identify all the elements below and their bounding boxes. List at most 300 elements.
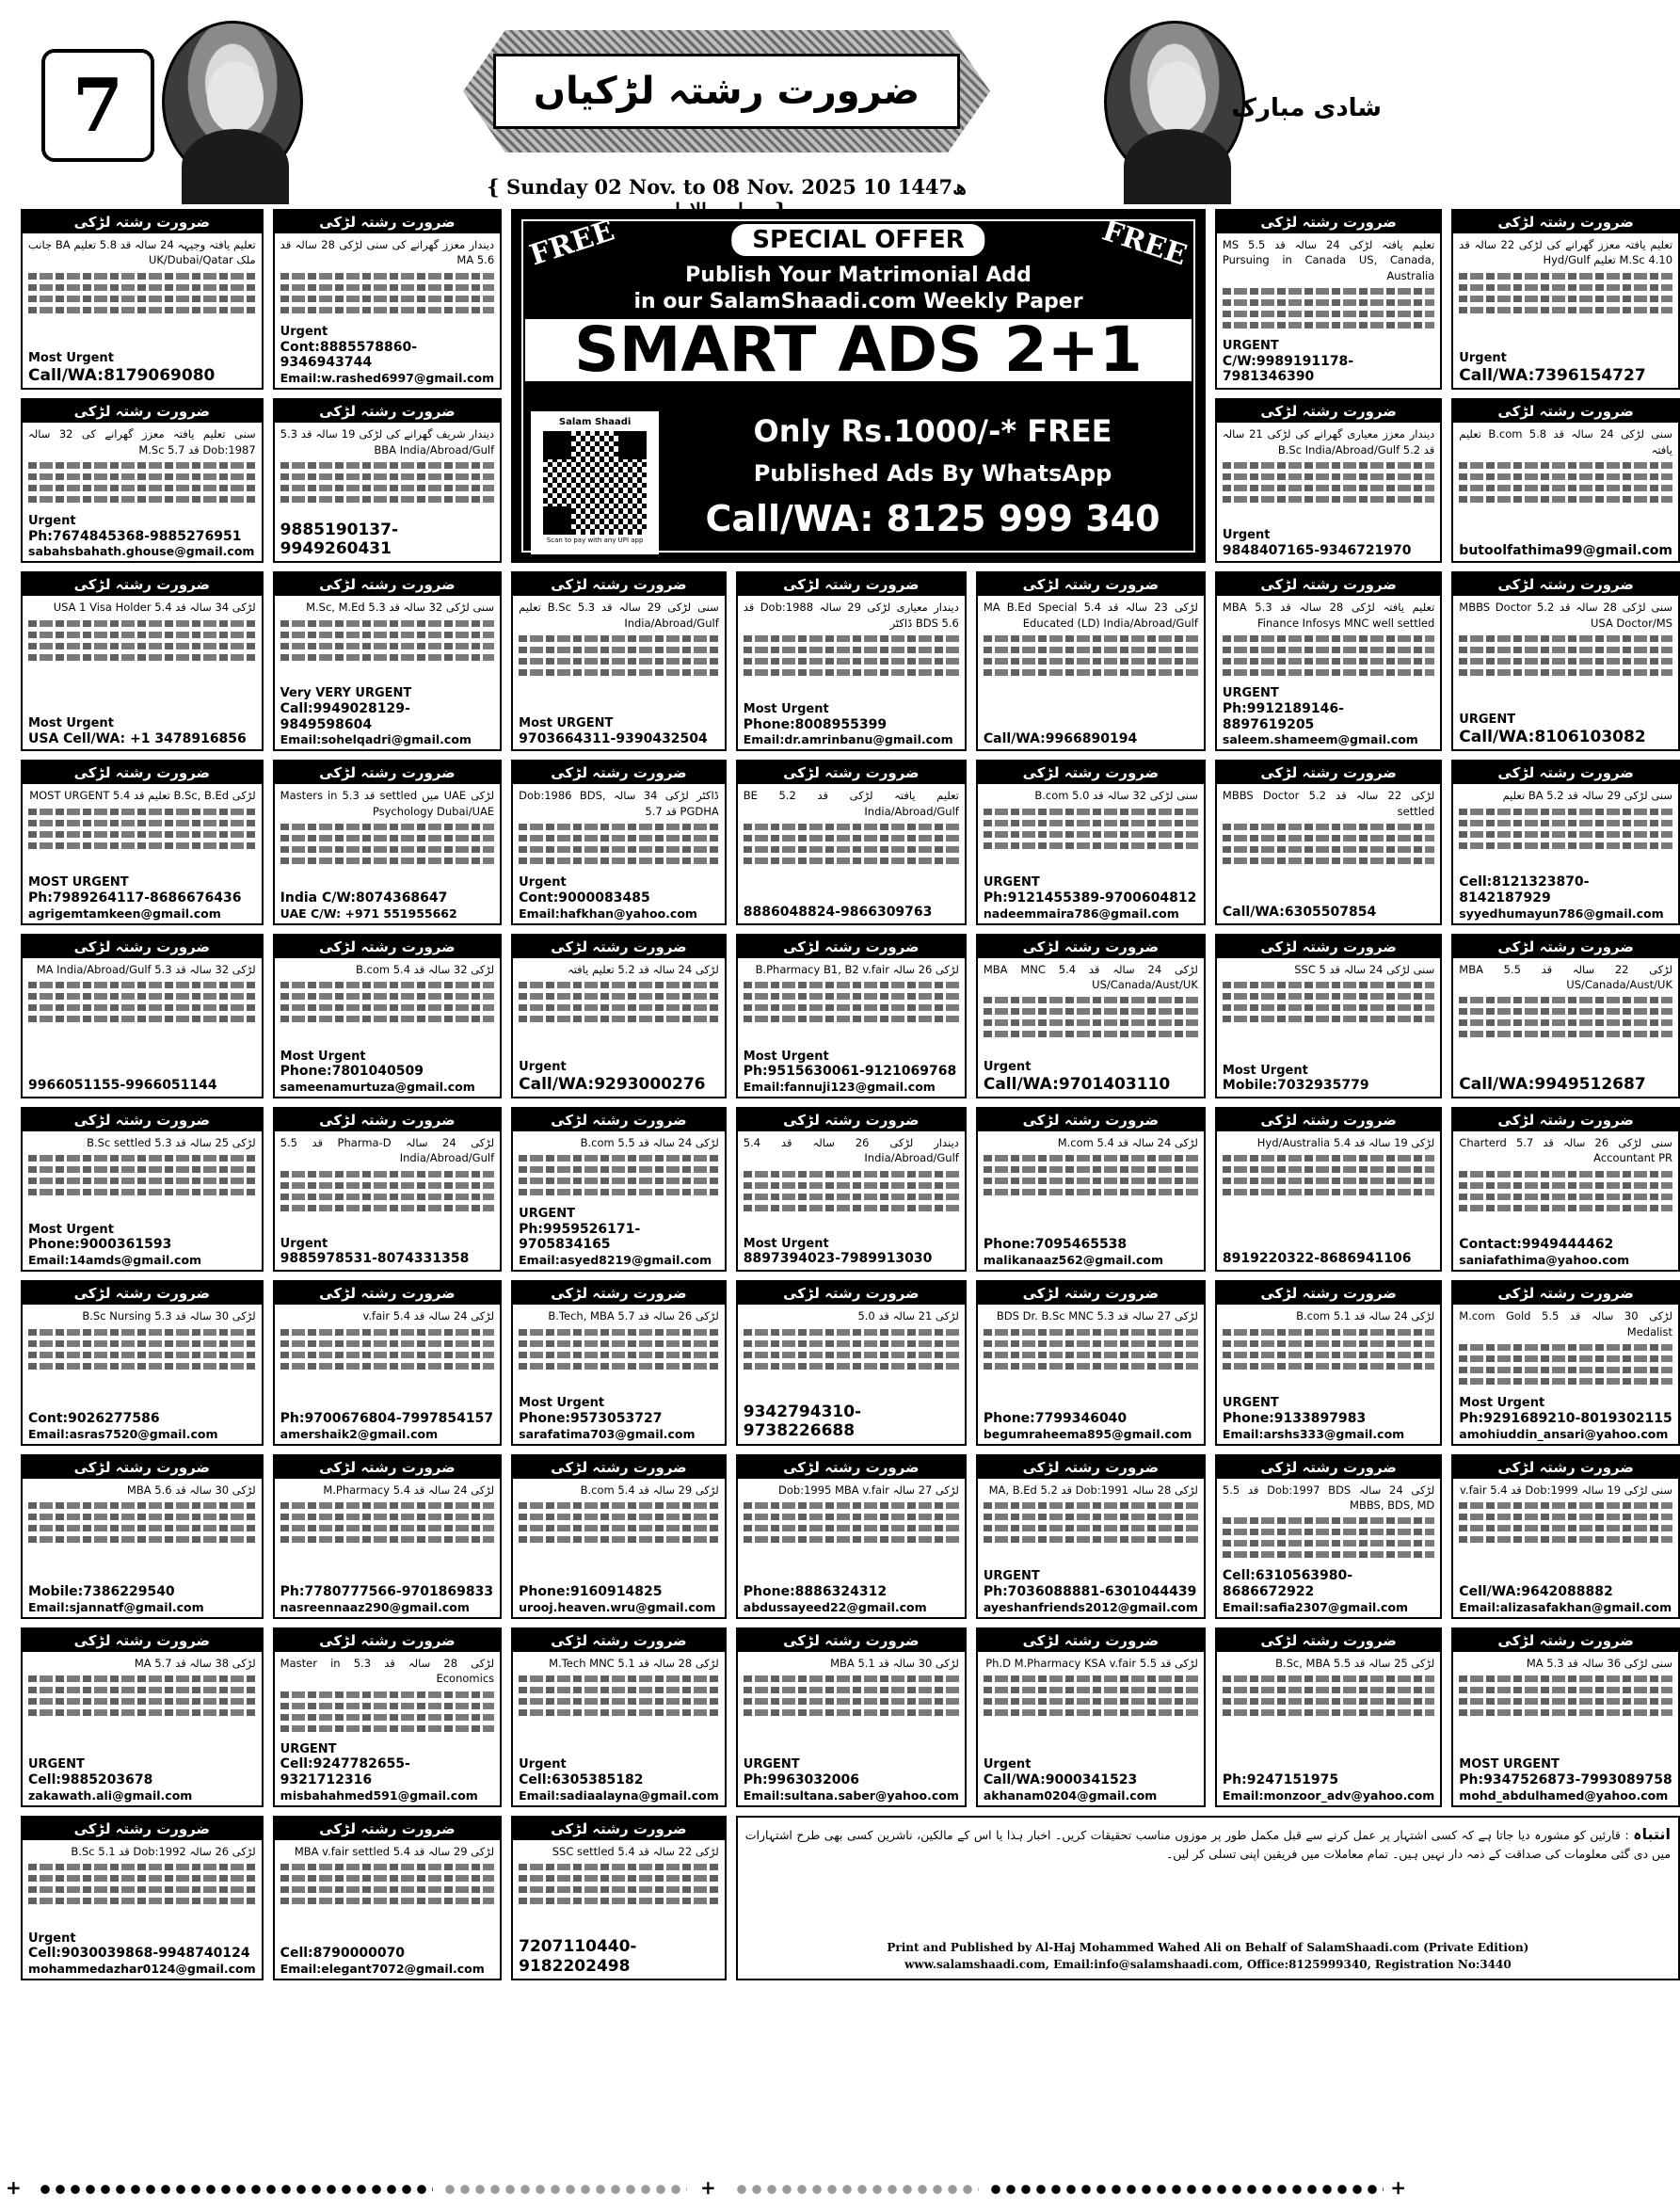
ad-heading: ضرورت رشتہ لڑکی [738, 761, 965, 784]
ad-contact[interactable]: Call/WA:6305507854 [1222, 904, 1377, 920]
ad-body [738, 784, 965, 903]
ad-contact[interactable]: 9342794310-9738226688 [743, 1402, 862, 1441]
ad-heading: ضرورت رشتہ لڑکی [1453, 761, 1678, 784]
ad-text-line [28, 1675, 256, 1682]
ad-email[interactable]: mohd_abdulhamed@yahoo.com [1459, 1787, 1669, 1803]
ad-text-line [28, 1178, 256, 1184]
ad-text-line [280, 835, 494, 842]
ad-contact[interactable]: Ph:9912189146-8897619205 [1222, 700, 1344, 732]
matrimonial-ad [511, 934, 727, 1098]
ad-text-line [280, 1525, 494, 1531]
ad-contact[interactable]: Call:9949028129-9849598604 [280, 700, 410, 732]
urgent-label: Most Urgent [743, 1236, 829, 1251]
ad-contact[interactable]: Cont:8885578860-9346943744 [280, 339, 418, 371]
ad-email[interactable]: Email:sultana.saber@yahoo.com [743, 1787, 959, 1803]
ad-footer [978, 1567, 1204, 1616]
ad-text-line [1459, 1182, 1672, 1189]
ad-text: سنی تعلیم یافتہ معزز گھرانے کی 32 سالہ Dob:1987 قد 5.7 M.Sc [28, 427, 256, 457]
date-line: { Sunday 02 Nov. to 08 Nov. 2025 ھ1447 10 [487, 175, 967, 199]
ad-text: لڑکی 26 سالہ قد 5.7 B.Tech, MBA [548, 1309, 719, 1323]
ad-contact[interactable]: 9885190137-9949260431 [280, 520, 399, 559]
groom-portrait [162, 21, 303, 183]
ad-contact[interactable]: 7207110440-9182202498 [519, 1937, 637, 1976]
notice-title: انتباہ [1633, 1824, 1671, 1843]
ad-contact[interactable]: Mobile:7032935779 [1222, 1078, 1369, 1094]
ad-text-line [1223, 647, 1434, 653]
ad-text-line [744, 846, 959, 853]
matrimonial-ad [1451, 1454, 1680, 1619]
ad-text-line [744, 1352, 959, 1358]
urgent-label: Most Urgent [743, 701, 829, 716]
ad-email[interactable]: Email:sjannatf@gmail.com [28, 1599, 204, 1614]
ad-text-line [28, 296, 256, 302]
ad-contact[interactable]: Phone:9573053727 [519, 1410, 663, 1426]
ad-contact[interactable]: Cont:9000083485 [519, 890, 650, 906]
print-publisher: Print and Published by Al-Haj Mohammed Wahed Ali on Behalf of SalamShaadi.com (Private Edition) [887, 1941, 1529, 1955]
ad-email[interactable]: Email:alizasafakhan@gmail.com [1459, 1599, 1672, 1614]
matrimonial-ad [1215, 1107, 1442, 1272]
ad-text-line [1223, 858, 1434, 864]
ad-text-line [1223, 669, 1434, 676]
ad-text-line [1223, 1352, 1434, 1358]
ad-text-line [1223, 1155, 1434, 1162]
ad-contact[interactable]: 9848407165-9346721970 [1222, 542, 1412, 558]
ad-text-line [28, 1525, 256, 1531]
ad-heading: ضرورت رشتہ لڑکی [1217, 400, 1440, 423]
urgent-label: Most URGENT [519, 715, 614, 730]
qr-code-card[interactable] [531, 411, 659, 554]
ad-text: لڑکی 22 سالہ قد 5.5 MBA US/Canada/Aust/UK [1459, 962, 1673, 991]
ad-contact[interactable]: Cell:9247782655-9321712316 [280, 1756, 410, 1787]
ad-contact[interactable]: Cell:8790000070 [280, 1946, 406, 1962]
ad-text: تعلیم یافتہ معزز گھرانے کی لڑکی 22 سالہ قد 4.10 M.Sc تعلیم Hyd/Gulf [1459, 238, 1673, 267]
special-offer-badge: SPECIAL OFFER [728, 221, 987, 259]
matrimonial-ad [273, 760, 502, 924]
ad-contact[interactable]: Ph:9700676804-7997854157 [280, 1410, 494, 1426]
ad-contact[interactable]: Ph:9247151975 [1222, 1771, 1339, 1787]
ad-text-line [1223, 299, 1434, 306]
ad-contact[interactable]: Cell:9885203678 [28, 1771, 153, 1787]
matrimonial-ad [976, 1280, 1206, 1445]
matrimonial-ad [1215, 209, 1442, 390]
ad-text: لڑکی 24 سالہ قد 5.5 B.com [580, 1135, 719, 1149]
ad-text-line [744, 982, 959, 988]
ad-text-line [744, 1363, 959, 1370]
ad-text-line [744, 1171, 959, 1178]
ad-email[interactable]: abdussayeed22@gmail.com [743, 1599, 927, 1614]
ad-body [978, 1479, 1204, 1568]
ad-heading: ضرورت رشتہ لڑکی [1217, 1282, 1440, 1305]
ad-heading: ضرورت رشتہ لڑکی [1453, 573, 1678, 596]
ad-body [23, 596, 262, 713]
ad-contact[interactable]: Ph:9959526171-9705834165 [519, 1221, 641, 1253]
ad-text-line [1459, 307, 1672, 313]
ad-contact[interactable]: Mobile:7386229540 [28, 1584, 175, 1600]
ad-contact[interactable]: Call/WA:7396154727 [1459, 365, 1646, 385]
ad-contact[interactable]: Ph:7036088881-6301044439 [983, 1584, 1197, 1600]
ad-email[interactable]: amershaik2@gmail.com [280, 1426, 439, 1441]
ad-text: سنی لڑکی 32 سالہ قد 5.3 M.Sc, M.Ed [306, 601, 495, 615]
ad-text-line [28, 982, 256, 988]
urgent-label: Most Urgent [743, 1049, 829, 1064]
ad-heading: ضرورت رشتہ لڑکی [1217, 1109, 1440, 1131]
matrimonial-ad [976, 571, 1206, 751]
ad-footer [23, 1582, 262, 1617]
ad-text-line [519, 993, 719, 1000]
ad-contact[interactable]: Call/WA:9000341523 [983, 1771, 1138, 1787]
ad-heading: ضرورت رشتہ لڑکی [513, 1282, 725, 1305]
ad-text-line [744, 858, 959, 864]
ad-email[interactable]: begumraheema895@gmail.com [983, 1426, 1192, 1441]
ad-contact[interactable]: 8919220322-8686941106 [1222, 1251, 1412, 1267]
ad-email[interactable]: misbahahmed591@gmail.com [280, 1787, 478, 1803]
ad-heading: ضرورت رشتہ لڑکی [23, 761, 262, 784]
ad-text-line [984, 658, 1198, 665]
ad-contact[interactable]: Cell:8121323870-8142187929 [1459, 874, 1590, 906]
urgent-label: MOST URGENT [28, 875, 129, 890]
ad-text-line [984, 1019, 1198, 1026]
ad-footer [738, 1235, 965, 1270]
ad-body [23, 1840, 262, 1930]
ad-heading: ضرورت رشتہ لڑکی [1453, 211, 1678, 233]
ad-email[interactable]: urooj.heaven.wru@gmail.com [519, 1599, 716, 1614]
ad-text-line [519, 1536, 719, 1543]
ad-email[interactable]: Email:arshs333@gmail.com [1222, 1426, 1405, 1441]
ad-text-line [984, 1166, 1198, 1173]
ad-text: لڑکی 34 سالہ قد 5.4 USA 1 Visa Holder [53, 601, 256, 615]
ad-text: لڑکی 24 سالہ قد 5.1 B.com [1296, 1309, 1435, 1323]
ad-heading: ضرورت رشتہ لڑکی [275, 936, 500, 958]
ad-text-line [280, 1886, 494, 1893]
ad-text-line [1459, 1378, 1672, 1385]
ad-contact[interactable]: 9703664311-9390432504 [519, 730, 708, 746]
ad-body [275, 596, 500, 684]
ad-text-line [28, 1363, 256, 1370]
ad-contact[interactable]: butoolfathima99@gmail.com [1459, 542, 1673, 558]
ad-body [1453, 423, 1678, 541]
matrimonial-ad [273, 209, 502, 390]
ad-text-line [1223, 824, 1434, 830]
ad-contact[interactable]: Ph:9291689210-8019302115 [1459, 1410, 1672, 1426]
ad-footer [23, 714, 262, 749]
ad-email[interactable]: Email:sohelqadri@gmail.com [280, 732, 472, 747]
ad-email[interactable]: Email:asras7520@gmail.com [28, 1426, 218, 1441]
ad-footer [1453, 1582, 1678, 1617]
ad-text-line [744, 993, 959, 1000]
ad-body [738, 1652, 965, 1755]
ad-text: سنی لڑکی 24 سالہ قد 5 SSC [1294, 962, 1435, 976]
ad-text-line [744, 1536, 959, 1543]
ad-contact[interactable]: Call/WA:9701403110 [983, 1074, 1171, 1094]
ad-contact[interactable]: Call/WA:9949512687 [1459, 1074, 1646, 1094]
ad-body [23, 1479, 262, 1583]
ad-email[interactable]: zakawath.ali@gmail.com [28, 1787, 193, 1803]
ad-email[interactable]: akhanam0204@gmail.com [983, 1787, 1158, 1803]
ad-text-line [280, 1016, 494, 1022]
ad-text-line [28, 1189, 256, 1195]
ad-text-line [280, 485, 494, 491]
ad-text-line [744, 1205, 959, 1211]
ad-contact[interactable]: Cell:9030039868-9948740124 [28, 1946, 250, 1962]
ad-body [23, 1652, 262, 1755]
ad-body [23, 1131, 262, 1221]
ad-footer [513, 1058, 725, 1097]
ad-text-line [280, 1536, 494, 1543]
dots-black [38, 2184, 433, 2195]
ad-footer [1453, 1394, 1678, 1443]
smart-ads-headline: SMART ADS 2+1 [525, 319, 1192, 381]
urgent-label: URGENT [280, 1741, 337, 1756]
ad-contact[interactable]: Ph:7780777566-9701869833 [280, 1584, 494, 1600]
ad-text: لڑکی 27 سالہ قد 5.3 BDS Dr. B.Sc MNC [996, 1309, 1198, 1323]
ad-email[interactable]: Email:w.rashed6997@gmail.com [280, 371, 495, 386]
ad-text-line [984, 1031, 1198, 1037]
ad-text-line [1223, 1529, 1434, 1535]
ad-email[interactable]: Email:sadiaalayna@gmail.com [519, 1787, 719, 1803]
ad-text: لڑکی 21 سالہ قد 5.0 [857, 1309, 959, 1323]
ad-text-line [1459, 1367, 1672, 1373]
ad-email[interactable]: Email:dr.amrinbanu@gmail.com [743, 732, 953, 747]
ad-heading: ضرورت رشتہ لڑکی [513, 1109, 725, 1131]
matrimonial-ad [1215, 760, 1442, 924]
ad-email[interactable]: malikanaaz562@gmail.com [983, 1253, 1164, 1268]
ad-footer [23, 512, 262, 561]
ad-text-line [280, 462, 494, 469]
ad-email[interactable]: Email:elegant7072@gmail.com [280, 1961, 485, 1976]
offer-call[interactable]: Call/WA: 8125 999 340 [705, 498, 1160, 539]
urgent-label: URGENT [1459, 713, 1516, 728]
urgent-label: URGENT [1222, 338, 1279, 353]
ad-heading: ضرورت رشتہ لڑکی [1217, 1456, 1440, 1479]
ad-body [275, 1305, 500, 1409]
ad-text: تعلیم یافتہ لڑکی 24 سالہ قد 5.5 MS Pursuing in Canada US, Canada, Australia [1222, 238, 1435, 282]
ad-heading: ضرورت رشتہ لڑکی [978, 1456, 1204, 1479]
ad-text: لڑکی قد 5.5 Ph.D M.Pharmacy KSA v.fair [985, 1656, 1198, 1670]
notice-block [736, 1816, 1680, 1980]
urgent-label: Urgent [1222, 528, 1271, 543]
ad-text-line [744, 647, 959, 653]
ad-text-line [1223, 846, 1434, 853]
ad-heading: ضرورت رشتہ لڑکی [738, 573, 965, 596]
ad-text-line [280, 1725, 494, 1732]
ad-contact[interactable]: Phone:8008955399 [743, 716, 888, 732]
matrimonial-ad [976, 1107, 1206, 1272]
ad-footer [738, 1755, 965, 1804]
ad-email[interactable]: Email:safia2307@gmail.com [1222, 1599, 1409, 1614]
ad-text-line [28, 1004, 256, 1011]
ad-text: لڑکی 22 سالہ قد 5.2 MBBS Doctor settled [1222, 789, 1435, 818]
ad-email[interactable]: saniafathima@yahoo.com [1459, 1253, 1630, 1268]
ad-contact[interactable]: Cell:6310563980-8686672922 [1222, 1568, 1353, 1600]
ad-heading: ضرورت رشتہ لڑکی [513, 573, 725, 596]
ad-heading: ضرورت رشتہ لڑکی [978, 573, 1204, 596]
ad-email[interactable]: Email:monzoor_adv@yahoo.com [1222, 1787, 1435, 1803]
offer-price: Only Rs.1000/-* FREE [753, 413, 1112, 449]
matrimonial-ad [736, 571, 967, 751]
matrimonial-ad [273, 1816, 502, 1980]
urgent-label: Most Urgent [28, 715, 114, 730]
ad-heading: ضرورت رشتہ لڑکی [275, 1629, 500, 1652]
offer-line-2: in our SalamShaadi.com Weekly Paper [633, 289, 1083, 313]
ad-text-line [744, 1502, 959, 1509]
ad-email[interactable]: nasreennaaz290@gmail.com [280, 1599, 470, 1614]
urgent-label: Very VERY URGENT [280, 686, 412, 701]
ad-heading: ضرورت رشتہ لڑکی [275, 573, 500, 596]
ad-text-line [28, 1155, 256, 1162]
ad-contact[interactable]: Ph:7989264117-8686676436 [28, 890, 242, 906]
ad-text-line [984, 1363, 1198, 1370]
matrimonial-ad [273, 398, 502, 563]
ad-contact[interactable]: Cont:9026277586 [28, 1410, 160, 1426]
ad-text-line [280, 1875, 494, 1882]
ad-text-line [1223, 1340, 1434, 1347]
ad-text-line [744, 658, 959, 665]
ad-contact[interactable]: Call/WA:9966890194 [983, 730, 1138, 746]
ad-heading: ضرورت رشتہ لڑکی [978, 1282, 1204, 1305]
ad-text-line [744, 1329, 959, 1336]
ad-email[interactable]: UAE C/W: +971 551955662 [280, 906, 457, 921]
ad-text-line [984, 1155, 1198, 1162]
ad-text: سنی لڑکی 19 سالہ Dob:1999 قد 5.4 v.fair [1460, 1483, 1673, 1497]
ad-text-line [280, 620, 494, 627]
ad-email[interactable]: saleem.shameem@gmail.com [1222, 732, 1418, 747]
ad-text-line [519, 669, 719, 676]
ad-heading: ضرورت رشتہ لڑکی [23, 1456, 262, 1479]
ad-text: لڑکی 24 سالہ قد 5.2 تعلیم یافتہ [567, 962, 719, 976]
matrimonial-ad [273, 1627, 502, 1807]
ad-text-line [519, 1687, 719, 1693]
dots-black-2 [988, 2184, 1384, 2195]
ad-contact[interactable]: C/W:9989191178-7981346390 [1222, 353, 1354, 385]
ad-contact[interactable]: Contact:9949444462 [1459, 1237, 1614, 1253]
ad-email[interactable]: ayeshanfriends2012@gmail.com [983, 1599, 1198, 1614]
matrimonial-ad [736, 934, 967, 1098]
ad-contact[interactable]: Phone:7801040509 [280, 1064, 424, 1080]
ad-contact[interactable]: India C/W:8074368647 [280, 890, 448, 906]
ad-contact[interactable]: Call/WA:8106103082 [1459, 727, 1646, 746]
ad-text-line [1223, 1189, 1434, 1195]
ad-text-line [1223, 462, 1434, 469]
ad-contact[interactable]: Call/WA:8179069080 [28, 365, 216, 385]
ad-email[interactable]: Email:hafkhan@yahoo.com [519, 906, 697, 921]
urgent-label: Urgent [519, 1757, 567, 1772]
ad-text-line [28, 1352, 256, 1358]
ad-footer [23, 1409, 262, 1444]
ad-text: تعلیم یافتہ لڑکی 28 سالہ قد 5.3 MBA Finance Infosys MNC well settled [1222, 601, 1435, 630]
ad-text: دیندار معزز معیاری گھرانے کی لڑکی 21 سالہ قد 5.2 B.Sc India/Abroad/Gulf [1222, 427, 1435, 457]
ad-footer [1217, 684, 1440, 749]
ad-text-line [28, 1514, 256, 1520]
ad-contact[interactable]: Cell/WA:9642088882 [1459, 1584, 1613, 1600]
ad-text: دیندار معیاری لڑکی 29 سالہ Dob:1988 قد 5.6 BDS ڈاکٹر [743, 601, 959, 630]
ad-email[interactable]: agrigemtamkeen@gmail.com [28, 906, 221, 921]
ad-text: لڑکی 32 سالہ قد 5.4 B.com [355, 962, 495, 976]
ad-text-line [744, 1687, 959, 1693]
ad-heading: ضرورت رشتہ لڑکی [738, 1109, 965, 1131]
ad-contact[interactable]: Cell:6305385182 [519, 1771, 644, 1787]
ad-text-line [28, 820, 256, 826]
ad-heading: ضرورت رشتہ لڑکی [275, 400, 500, 423]
ad-heading: ضرورت رشتہ لڑکی [513, 1818, 725, 1840]
ad-email[interactable]: nadeemmaira786@gmail.com [983, 906, 1179, 921]
ad-email[interactable]: Email:asyed8219@gmail.com [519, 1253, 712, 1268]
ad-text-line [519, 1363, 719, 1370]
ad-body [513, 1131, 725, 1205]
free-label-right: FREE [1097, 214, 1192, 273]
ad-heading: ضرورت رشتہ لڑکی [738, 1282, 965, 1305]
ad-contact[interactable]: Ph:7674845368-9885276951 [28, 528, 242, 544]
ad-footer [275, 1048, 500, 1097]
ad-contact[interactable]: Ph:9121455389-9700604812 [983, 890, 1197, 906]
matrimonial-ad [511, 1107, 727, 1272]
ad-heading: ضرورت رشتہ لڑکی [978, 1629, 1204, 1652]
ad-text: لڑکی 24 سالہ قد 5.4 M.Pharmacy [323, 1483, 495, 1497]
ad-text-line [1459, 462, 1672, 469]
ad-heading: ضرورت رشتہ لڑکی [275, 761, 500, 784]
urgent-label: Urgent [280, 1236, 328, 1251]
ad-body [275, 423, 500, 519]
ad-contact[interactable]: Phone:8886324312 [743, 1584, 888, 1600]
ad-text-line [1459, 1194, 1672, 1200]
ad-text-line [519, 1352, 719, 1358]
ad-email[interactable]: mohammedazhar0124@gmail.com [28, 1961, 256, 1976]
ad-contact[interactable]: Call/WA:9293000276 [519, 1074, 706, 1094]
ad-body [513, 1840, 725, 1936]
ad-contact[interactable]: Ph:9515630061-9121069768 [743, 1064, 957, 1080]
ad-contact[interactable]: Ph:9963032006 [743, 1771, 860, 1787]
ad-email[interactable]: sabahsbahath.ghouse@gmail.com [28, 544, 255, 559]
ad-text-line [744, 1194, 959, 1200]
ad-contact[interactable]: Ph:9347526873-7993089758 [1459, 1771, 1672, 1787]
ad-body [1453, 958, 1678, 1073]
notice-text: انتباہ : قارئین کو مشورہ دیا جاتا ہے کہ کسی اشتہار پر عمل کرنے سے قبل مکمل طور پر موزوں مناسب تحقیقات کریں۔ اخبار ہذا یا اس کے مالکین، ناشرین کسی بھی طرح اشتہارات میں دی گئی معلومات کی صداقت کے ذمہ دار نہیں ہیں۔ تمام معاملات میں فریقین اپنی تسلی کر لیں۔ [744, 1824, 1672, 1861]
ad-email[interactable]: sameenamurtuza@gmail.com [280, 1079, 475, 1094]
ad-text-line [519, 1864, 719, 1870]
ad-contact[interactable]: 9885978531-8074331358 [280, 1251, 470, 1267]
ad-contact[interactable]: 8886048824-9866309763 [743, 904, 933, 920]
ad-email[interactable]: sarafatima703@gmail.com [519, 1426, 696, 1441]
ad-body [23, 784, 262, 874]
ad-contact[interactable]: Phone:9160914825 [519, 1584, 663, 1600]
ad-email[interactable]: syyedhumayun786@gmail.com [1459, 906, 1664, 921]
ad-text-line [280, 1182, 494, 1189]
ad-contact[interactable]: USA Cell/WA: +1 3478916856 [28, 730, 247, 746]
ad-contact[interactable]: Phone:7095465538 [983, 1237, 1128, 1253]
matrimonial-ad [21, 934, 264, 1098]
offer-line-1: Publish Your Matrimonial Add [685, 264, 1032, 287]
dots-gray-2 [734, 2184, 979, 2195]
ad-text: دیندار شریف گھرانے کی لڑکی 19 سالہ قد 5.3 BBA India/Abroad/Gulf [280, 427, 495, 457]
urgent-label: URGENT [983, 1569, 1040, 1584]
ad-contact[interactable]: Phone:7799346040 [983, 1410, 1128, 1426]
ad-contact[interactable]: 8897394023-7989913030 [743, 1251, 933, 1267]
ad-body [1453, 1131, 1678, 1236]
ad-contact[interactable]: 9966051155-9966051144 [28, 1078, 217, 1094]
ad-email[interactable]: amohiuddin_ansari@yahoo.com [1459, 1426, 1669, 1441]
ad-email[interactable]: Email:14amds@gmail.com [28, 1253, 202, 1268]
ad-email[interactable]: Email:fannuji123@gmail.com [743, 1079, 936, 1094]
urgent-label: Most Urgent [28, 1222, 114, 1237]
ad-text-line [984, 1709, 1198, 1716]
ad-text: لڑکی 24 سالہ قد 5.4 v.fair [362, 1309, 495, 1323]
ad-contact[interactable]: Phone:9133897983 [1222, 1410, 1367, 1426]
ad-contact[interactable]: Phone:9000361593 [28, 1237, 172, 1253]
matrimonial-ad [511, 760, 727, 924]
qr-brand: Salam Shaadi [558, 417, 632, 427]
urgent-label: URGENT [983, 875, 1040, 890]
ad-footer [513, 714, 725, 749]
ad-footer [275, 1740, 500, 1805]
